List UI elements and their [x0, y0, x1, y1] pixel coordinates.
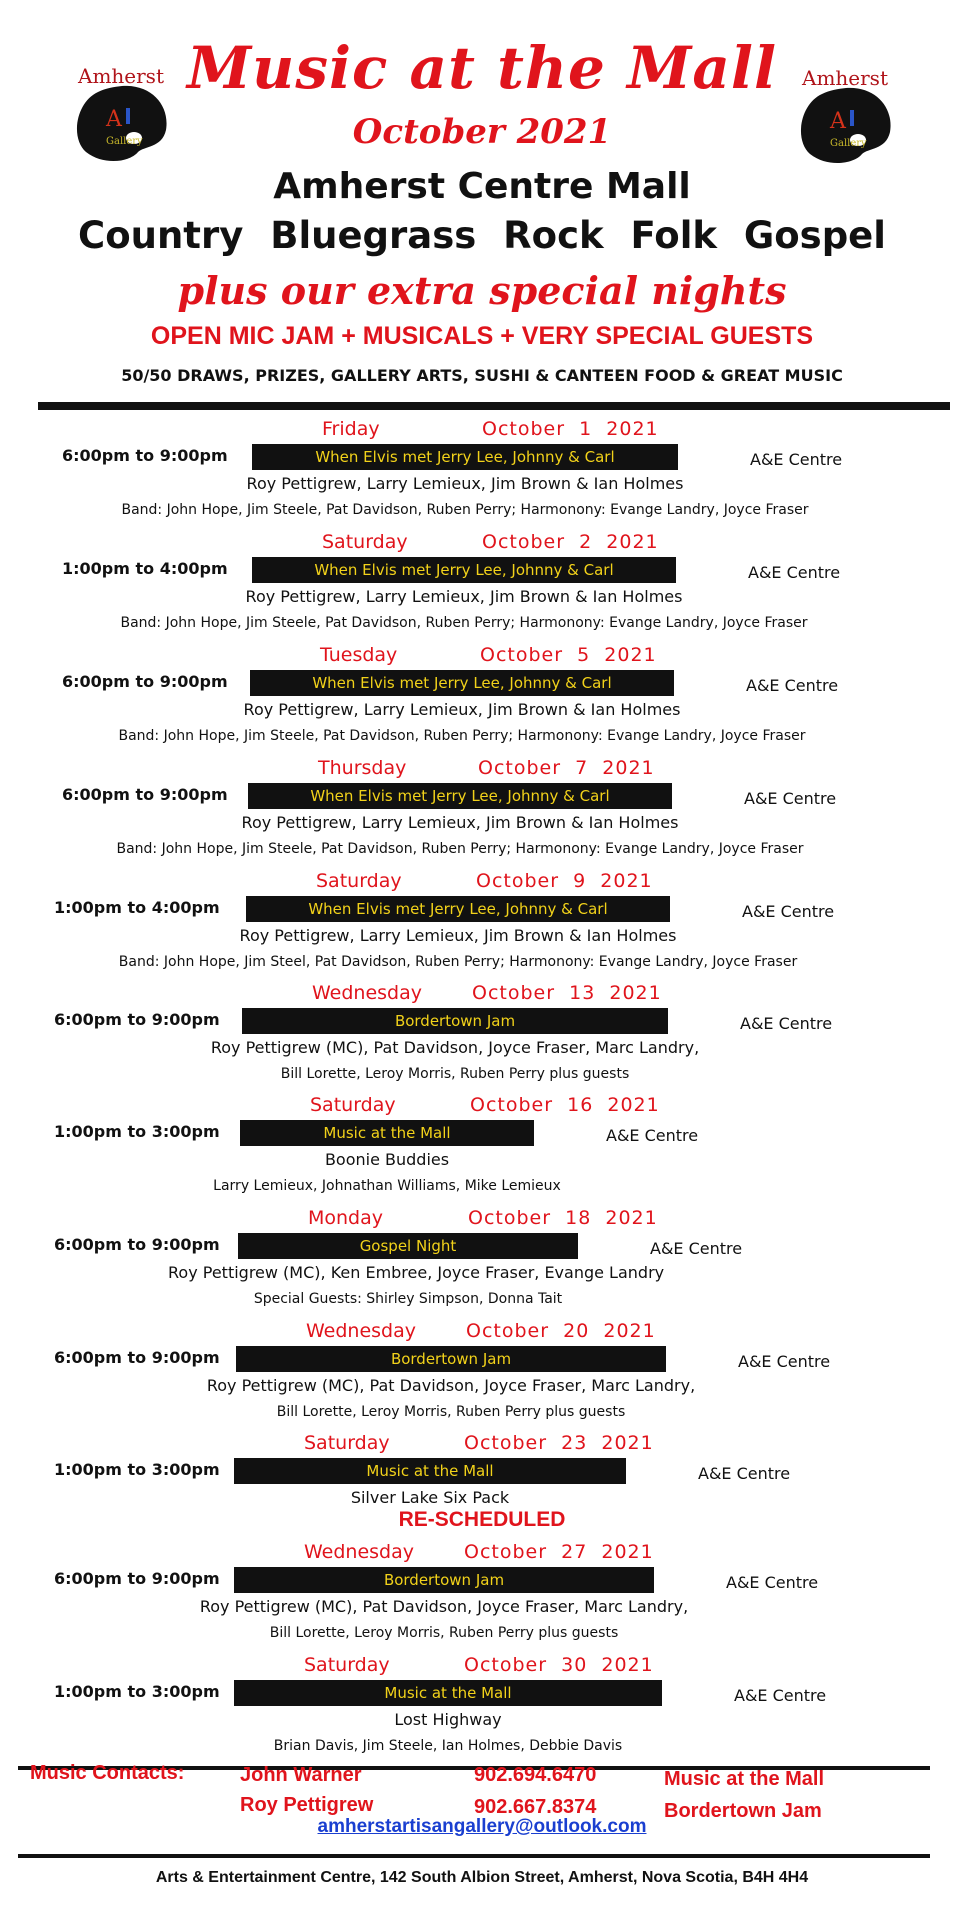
event-location: A&E Centre [738, 1352, 831, 1371]
event-title-bar: Bordertown Jam [236, 1346, 666, 1372]
event-location: A&E Centre [744, 789, 837, 808]
genres: Country Bluegrass Rock Folk Gospel [78, 214, 886, 257]
event-location: A&E Centre [740, 1014, 833, 1033]
open-mic-banner: OPEN MIC JAM + MUSICALS + VERY SPECIAL GUESTS [150, 322, 814, 350]
event-day: Saturday [310, 1094, 396, 1116]
event-day: Wednesday [306, 1320, 417, 1342]
event-title-bar: When Elvis met Jerry Lee, Johnny & Carl [246, 896, 670, 922]
event-date: October 16 2021 [470, 1094, 660, 1116]
event-day: Friday [322, 418, 380, 440]
event-title-bar: When Elvis met Jerry Lee, Johnny & Carl [250, 670, 674, 696]
footer-divider [18, 1854, 930, 1858]
event-day: Saturday [304, 1432, 390, 1454]
event-day: Monday [308, 1207, 384, 1229]
rescheduled-label: RE-SCHEDULED [398, 1508, 566, 1531]
event-details: Band: John Hope, Jim Steele, Pat Davidson, Ruben Perry; Harmonony: Evange Landry, Joyce Fraser [118, 728, 806, 744]
event-day: Saturday [304, 1654, 390, 1676]
event-location: A&E Centre [734, 1686, 827, 1705]
event-date: October 7 2021 [478, 757, 655, 779]
event-title-bar: Music at the Mall [240, 1120, 534, 1146]
event-details: Band: John Hope, Jim Steele, Pat Davidson, Ruben Perry; Harmonony: Evange Landry, Joyce Fraser [116, 841, 804, 857]
event-details: Brian Davis, Jim Steele, Ian Holmes, Debbie Davis [273, 1738, 623, 1754]
event-location: A&E Centre [698, 1464, 791, 1483]
event-time: 6:00pm to 9:00pm [54, 1010, 220, 1029]
event-location: A&E Centre [748, 563, 841, 582]
event-time: 1:00pm to 4:00pm [62, 559, 228, 578]
event-location: A&E Centre [650, 1239, 743, 1258]
event-title-bar: Bordertown Jam [234, 1567, 654, 1593]
event-details: Larry Lemieux, Johnathan Williams, Mike Lemieux [213, 1178, 561, 1194]
contact-phone: 902.667.8374 [474, 1796, 597, 1818]
event-date: October 5 2021 [480, 644, 657, 666]
event-date: October 30 2021 [464, 1654, 654, 1676]
svg-text:Gallery: Gallery [106, 136, 143, 147]
event-performers: Roy Pettigrew, Larry Lemieux, Jim Brown & Ian Holmes [241, 813, 679, 832]
event-details: Special Guests: Shirley Simpson, Donna Tait [253, 1291, 563, 1307]
event-date: October 2 2021 [482, 531, 659, 553]
special-nights: plus our extra special nights [177, 268, 787, 313]
event-performers: Roy Pettigrew, Larry Lemieux, Jim Brown & Ian Holmes [243, 700, 681, 719]
event-time: 6:00pm to 9:00pm [62, 672, 228, 691]
event-day: Thursday [318, 757, 407, 779]
event-performers: Roy Pettigrew, Larry Lemieux, Jim Brown & Ian Holmes [246, 474, 684, 493]
event-title-bar: Gospel Night [238, 1233, 578, 1259]
event-date: October 13 2021 [472, 982, 662, 1004]
event-details: Band: John Hope, Jim Steele, Pat Davidson, Ruben Perry; Harmonony: Evange Landry, Joyce Fraser [121, 502, 809, 518]
address: Arts & Entertainment Centre, 142 South Albion Street, Amherst, Nova Scotia, B4H 4H4 [155, 1869, 809, 1886]
venue-name: Amherst Centre Mall [273, 166, 691, 207]
event-location: A&E Centre [746, 676, 839, 695]
event-title-bar: When Elvis met Jerry Lee, Johnny & Carl [248, 783, 672, 809]
svg-text:Gallery: Gallery [830, 138, 867, 149]
event-date: October 18 2021 [468, 1207, 658, 1229]
event-date: October 20 2021 [466, 1320, 656, 1342]
contact-role: Bordertown Jam [664, 1800, 822, 1822]
event-title-bar: Bordertown Jam [242, 1008, 668, 1034]
event-location: A&E Centre [742, 902, 835, 921]
event-details: Band: John Hope, Jim Steele, Pat Davidson, Ruben Perry; Harmonony: Evange Landry, Joyce Fraser [120, 615, 808, 631]
event-time: 1:00pm to 3:00pm [54, 1122, 220, 1141]
event-location: A&E Centre [726, 1573, 819, 1592]
contact-role: Music at the Mall [664, 1768, 825, 1790]
event-details: Bill Lorette, Leroy Morris, Ruben Perry plus guests [269, 1625, 619, 1641]
event-details: Band: John Hope, Jim Steel, Pat Davidson, Ruben Perry; Harmonony: Evange Landry, Joyce Fraser [118, 954, 798, 970]
event-title-bar: When Elvis met Jerry Lee, Johnny & Carl [252, 557, 676, 583]
page-title: Music at the Mall [186, 34, 778, 102]
event-location: A&E Centre [606, 1126, 699, 1145]
event-day: Saturday [316, 870, 402, 892]
event-performers: Lost Highway [394, 1710, 502, 1729]
draws-line: 50/50 DRAWS, PRIZES, GALLERY ARTS, SUSHI & CANTEEN FOOD & GREAT MUSIC [121, 366, 843, 385]
event-time: 6:00pm to 9:00pm [54, 1569, 220, 1588]
event-date: October 23 2021 [464, 1432, 654, 1454]
event-time: 6:00pm to 9:00pm [62, 446, 228, 465]
event-title-bar: Music at the Mall [234, 1680, 662, 1706]
event-time: 6:00pm to 9:00pm [54, 1235, 220, 1254]
event-day: Wednesday [304, 1541, 415, 1563]
event-title-bar: Music at the Mall [234, 1458, 626, 1484]
event-performers: Roy Pettigrew (MC), Pat Davidson, Joyce Fraser, Marc Landry, [199, 1597, 689, 1616]
event-location: A&E Centre [750, 450, 843, 469]
event-day: Wednesday [312, 982, 423, 1004]
logo-right-text: Amherst [802, 66, 888, 90]
contact-name: John Warner [240, 1764, 362, 1786]
event-date: October 27 2021 [464, 1541, 654, 1563]
page-subtitle: October 2021 [352, 112, 612, 152]
contacts-label: Music Contacts: [30, 1762, 185, 1784]
event-performers: Roy Pettigrew, Larry Lemieux, Jim Brown & Ian Holmes [239, 926, 677, 945]
event-performers: Roy Pettigrew (MC), Ken Embree, Joyce Fraser, Evange Landry [168, 1263, 665, 1282]
event-details: Bill Lorette, Leroy Morris, Ruben Perry plus guests [276, 1404, 626, 1420]
svg-text:A: A [830, 109, 846, 134]
header-divider [38, 402, 950, 410]
logo-left-text: Amherst [78, 64, 164, 88]
event-date: October 1 2021 [482, 418, 659, 440]
contact-name: Roy Pettigrew [240, 1794, 374, 1816]
event-day: Tuesday [320, 644, 398, 666]
event-performers: Roy Pettigrew (MC), Pat Davidson, Joyce Fraser, Marc Landry, [210, 1038, 700, 1057]
event-performers: Roy Pettigrew, Larry Lemieux, Jim Brown & Ian Holmes [245, 587, 683, 606]
event-performers: Boonie Buddies [324, 1150, 450, 1169]
event-date: October 9 2021 [476, 870, 653, 892]
event-performers: Roy Pettigrew (MC), Pat Davidson, Joyce Fraser, Marc Landry, [206, 1376, 696, 1395]
event-time: 6:00pm to 9:00pm [62, 785, 228, 804]
event-time: 1:00pm to 4:00pm [54, 898, 220, 917]
event-time: 1:00pm to 3:00pm [54, 1682, 220, 1701]
event-title-bar: When Elvis met Jerry Lee, Johnny & Carl [252, 444, 678, 470]
svg-text:A: A [106, 107, 122, 132]
event-details: Bill Lorette, Leroy Morris, Ruben Perry plus guests [280, 1066, 630, 1082]
event-time: 6:00pm to 9:00pm [54, 1348, 220, 1367]
contact-phone: 902.694.6470 [474, 1764, 597, 1786]
event-performers: Silver Lake Six Pack [350, 1488, 510, 1507]
event-time: 1:00pm to 3:00pm [54, 1460, 220, 1479]
contact-email-link[interactable]: amherstartisangallery@outlook.com [317, 1816, 647, 1837]
event-day: Saturday [322, 531, 408, 553]
